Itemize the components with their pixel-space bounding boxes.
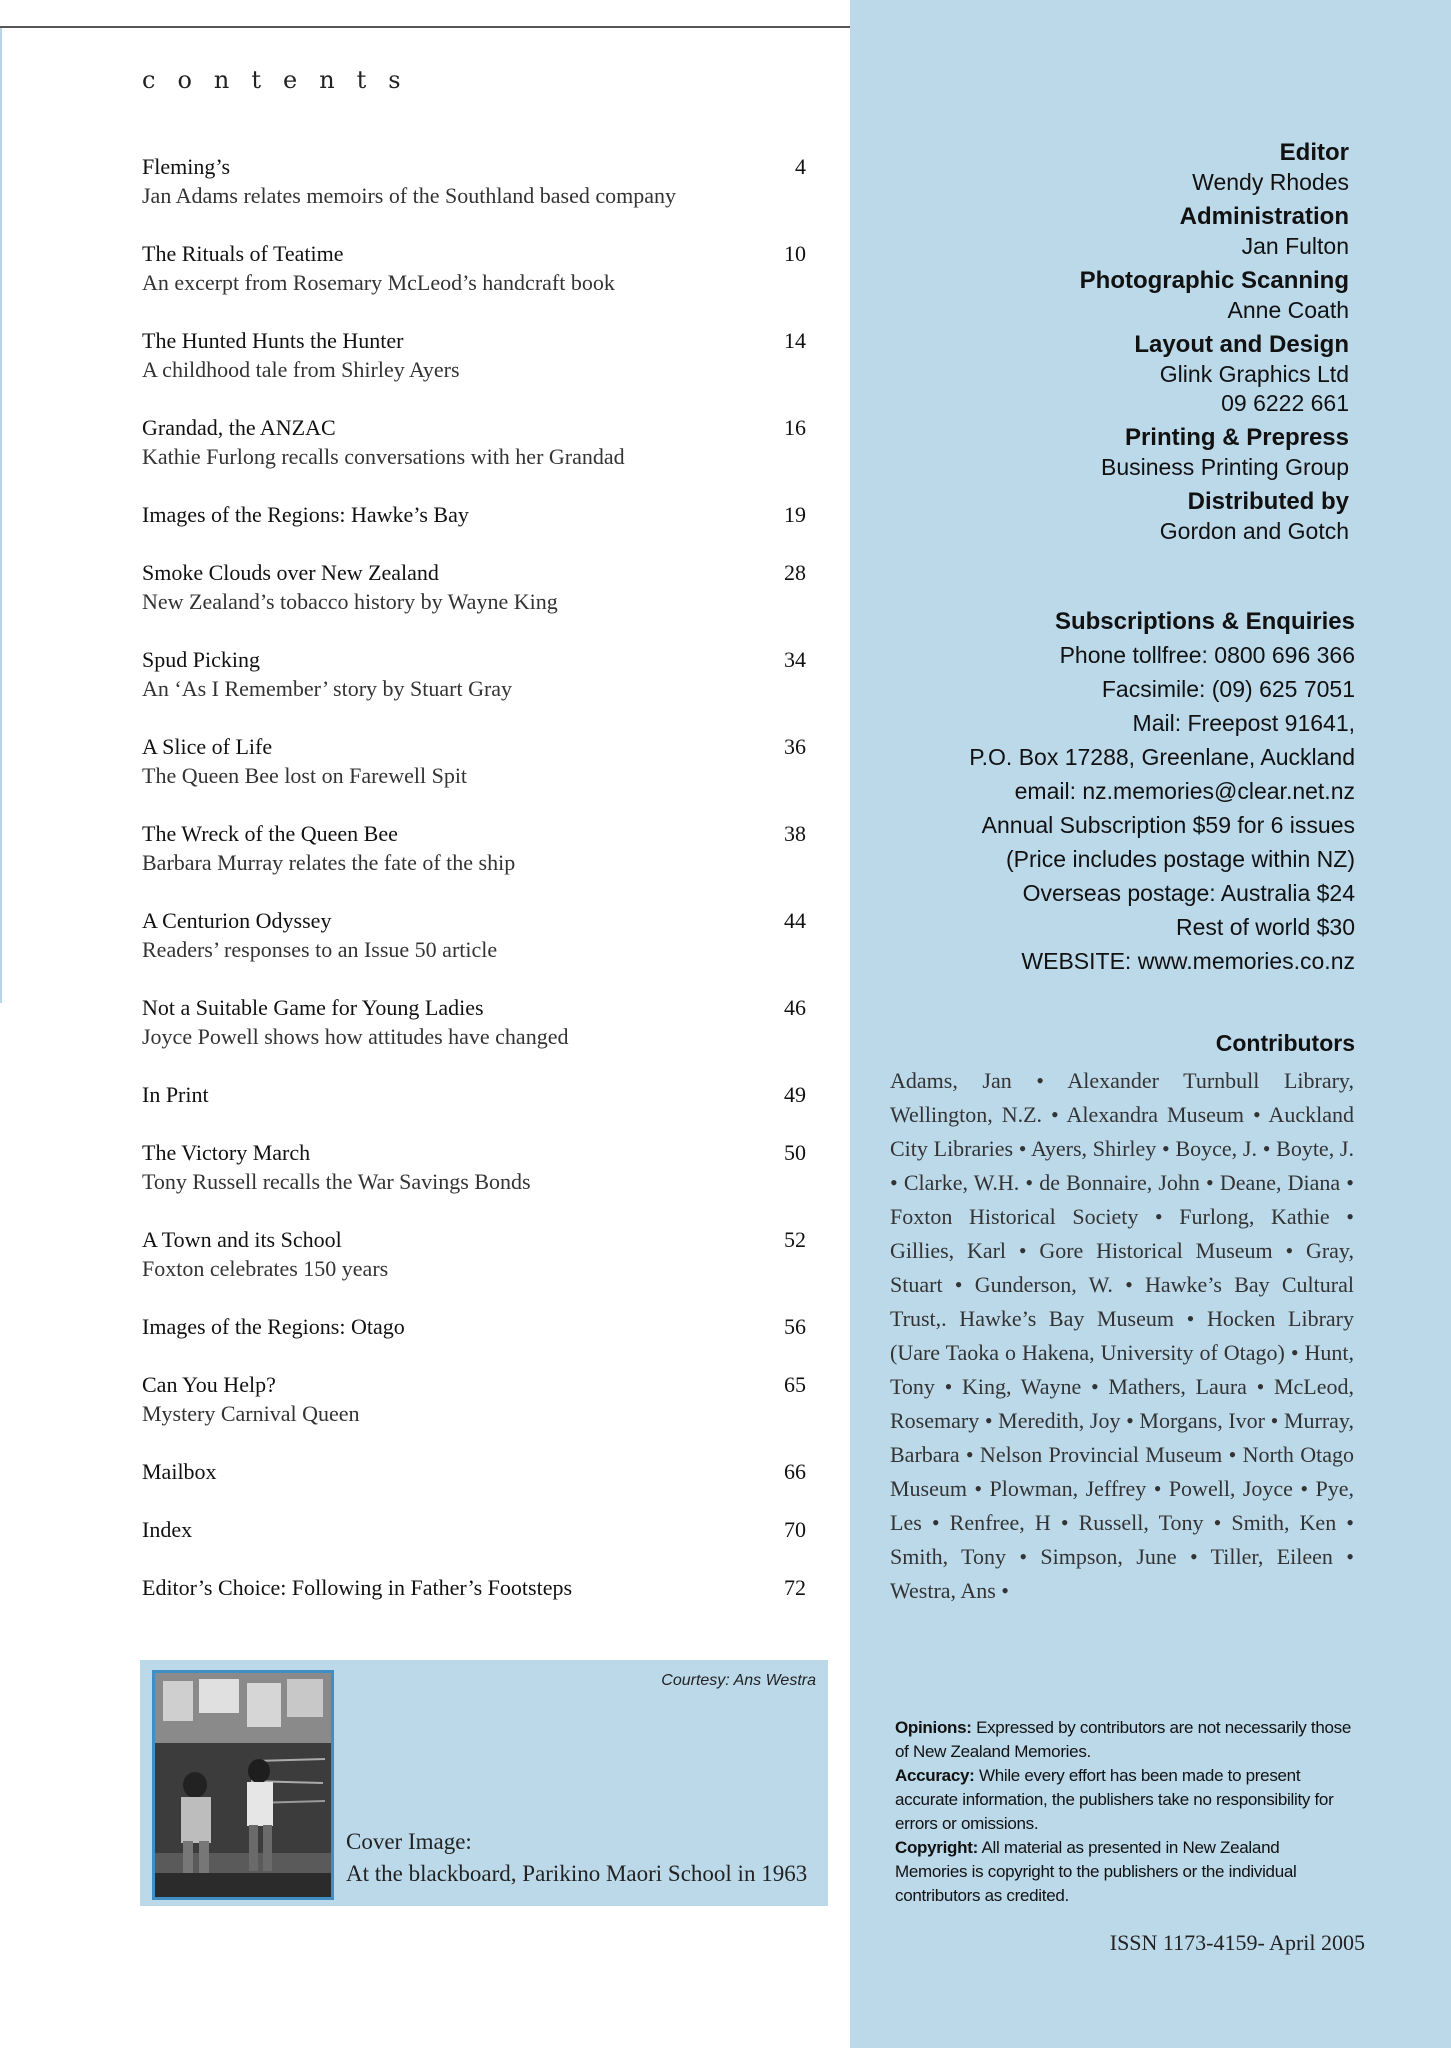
toc-entry[interactable] xyxy=(142,326,806,384)
masthead-layout xyxy=(849,330,1349,418)
toc-page: 52 xyxy=(784,1227,806,1252)
masthead-value: 09 6222 661 xyxy=(1221,390,1349,416)
toc-entry[interactable] xyxy=(142,1370,806,1428)
accuracy-label: Accuracy: xyxy=(895,1766,975,1785)
subscriptions-line: (Price includes postage within NZ) xyxy=(1006,846,1355,872)
masthead-value: Wendy Rhodes xyxy=(1192,169,1349,195)
toc-title: The Rituals of Teatime xyxy=(142,241,344,266)
cover-caption-line: Cover Image: xyxy=(346,1829,472,1854)
toc-subtitle: A childhood tale from Shirley Ayers xyxy=(142,357,460,382)
toc-entry[interactable] xyxy=(142,906,806,964)
toc-entry[interactable] xyxy=(142,1138,806,1196)
toc-page: 46 xyxy=(784,995,806,1020)
toc-entry[interactable] xyxy=(142,1312,806,1341)
contributors-list: Adams, Jan • Alexander Turnbull Library, Wellington, N.Z. • Alexandra Museum • Auckland City Libraries • Ayers, Shirley • Boyce, J. • Boyte, J. • Clarke, W.H. • de Bonnaire, John • Deane, Diana • Foxton Historical Society • Furlong, Kathie • Gillies, Karl • Gore Historical Museum • Gray, Stuart • Gunderson, W. • Hawke’s Bay Cultural Trust,. Hawke’s Bay Museum • Hocken Library (Uare Taoka o Hakena, University of Otago) • Hunt, Tony • King, Wayne • Mathers, Laura • McLeod, Rosemary • Meredith, Joy • Morgans, Ivor • Murray, Barbara • Nelson Provincial Museum • North Otago Museum • Plowman, Jeffrey • Powell, Joyce • Pye, Les • Renfree, H • Russell, Tony • Smith, Ken • Smith, Tony • Simpson, June • Tiller, Eileen • Westra, Ans • xyxy=(890,1068,1354,1603)
toc-page: 4 xyxy=(795,154,806,179)
subscriptions-email[interactable]: email: nz.memories@clear.net.nz xyxy=(1014,778,1355,804)
masthead-value: Gordon and Gotch xyxy=(1159,518,1349,544)
toc-title: A Town and its School xyxy=(142,1227,342,1252)
toc-subtitle: An ‘As I Remember’ story by Stuart Gray xyxy=(142,676,513,701)
subscriptions-block xyxy=(815,606,1355,978)
subscriptions-line: Mail: Freepost 91641, xyxy=(1132,710,1355,736)
toc-subtitle: Kathie Furlong recalls conversations with her Grandad xyxy=(142,444,625,469)
toc-subtitle: Tony Russell recalls the War Savings Bonds xyxy=(142,1169,531,1194)
opinions-text: Expressed by contributors are not necessarily those of New Zealand Memories. xyxy=(895,1718,1352,1761)
toc-title: A Slice of Life xyxy=(142,734,273,759)
toc-page: 56 xyxy=(784,1314,806,1339)
accuracy-text: While every effort has been made to present accurate information, the publishers take no responsibility for errors or omissions. xyxy=(895,1766,1334,1833)
toc-title: Editor’s Choice: Following in Father’s Footsteps xyxy=(142,1575,573,1600)
masthead-credits xyxy=(849,138,1349,551)
toc-title: Index xyxy=(142,1517,193,1542)
masthead-administration xyxy=(849,202,1349,261)
issn-line: ISSN 1173-4159- April 2005 xyxy=(1109,1930,1365,1955)
toc-page: 19 xyxy=(784,502,806,527)
masthead-value: Jan Fulton xyxy=(1241,233,1349,259)
toc-page: 36 xyxy=(784,734,806,759)
toc-title: Smoke Clouds over New Zealand xyxy=(142,560,439,585)
toc-subtitle: Mystery Carnival Queen xyxy=(142,1401,360,1426)
subscriptions-line: Annual Subscription $59 for 6 issues xyxy=(981,812,1355,838)
toc-title: The Wreck of the Queen Bee xyxy=(142,821,398,846)
toc-entry[interactable] xyxy=(142,1225,806,1283)
toc-entry[interactable] xyxy=(142,558,806,616)
toc-title: Not a Suitable Game for Young Ladies xyxy=(142,995,484,1020)
toc-subtitle: Jan Adams relates memoirs of the Southland based company xyxy=(142,183,676,208)
toc-entry[interactable] xyxy=(142,645,806,703)
opinions-label: Opinions: xyxy=(895,1718,972,1737)
masthead-scanning xyxy=(849,266,1349,325)
cover-caption-line: At the blackboard, Parikino Maori School in 1963 xyxy=(346,1861,808,1886)
masthead-value: Anne Coath xyxy=(1227,297,1349,323)
masthead-distribution xyxy=(849,487,1349,546)
subscriptions-line: Rest of world $30 xyxy=(1176,914,1355,940)
toc-page: 14 xyxy=(784,328,806,353)
toc-subtitle: Readers’ responses to an Issue 50 article xyxy=(142,937,498,962)
masthead-label: Administration xyxy=(1179,203,1349,230)
left-edge-strip xyxy=(0,28,2,1003)
toc-page: 50 xyxy=(784,1140,806,1165)
toc-subtitle: New Zealand’s tobacco history by Wayne King xyxy=(142,589,558,614)
masthead-label: Photographic Scanning xyxy=(1079,267,1349,294)
toc-entry[interactable] xyxy=(142,819,806,877)
cover-caption xyxy=(346,1826,807,1890)
toc-subtitle: The Queen Bee lost on Farewell Spit xyxy=(142,763,468,788)
toc-entry[interactable] xyxy=(142,993,806,1051)
subscriptions-line: P.O. Box 17288, Greenlane, Auckland xyxy=(969,744,1355,770)
accuracy-note xyxy=(895,1764,1355,1836)
toc-title: Can You Help? xyxy=(142,1372,276,1397)
toc-page: 38 xyxy=(784,821,806,846)
cover-photo xyxy=(152,1670,334,1900)
toc-page: 10 xyxy=(784,241,806,266)
toc-title: Images of the Regions: Otago xyxy=(142,1314,405,1339)
toc-subtitle: An excerpt from Rosemary McLeod’s handcraft book xyxy=(142,270,615,295)
cover-image-box xyxy=(140,1660,828,1906)
toc-page: 16 xyxy=(784,415,806,440)
toc-page: 72 xyxy=(784,1575,806,1600)
toc-title: The Victory March xyxy=(142,1140,311,1165)
toc-page: 70 xyxy=(784,1517,806,1542)
legal-notes xyxy=(895,1716,1355,1908)
toc-title: Spud Picking xyxy=(142,647,260,672)
masthead-label: Printing & Prepress xyxy=(1124,424,1349,451)
toc-entry[interactable] xyxy=(142,500,806,529)
toc-entry[interactable] xyxy=(142,1457,806,1486)
masthead-label: Editor xyxy=(1279,139,1349,166)
toc-entry[interactable] xyxy=(142,239,806,297)
contributors-label: Contributors xyxy=(1215,1030,1355,1056)
subscriptions-line: Facsimile: (09) 625 7051 xyxy=(1101,676,1355,702)
toc-title: In Print xyxy=(142,1082,209,1107)
subscriptions-line: Phone tollfree: 0800 696 366 xyxy=(1059,642,1355,668)
toc-subtitle: Barbara Murray relates the fate of the ship xyxy=(142,850,516,875)
toc-page: 66 xyxy=(784,1459,806,1484)
toc-title: Grandad, the ANZAC xyxy=(142,415,336,440)
toc-entry[interactable] xyxy=(142,1515,806,1544)
toc-page: 49 xyxy=(784,1082,806,1107)
toc-entry[interactable] xyxy=(142,1573,806,1602)
toc-title: A Centurion Odyssey xyxy=(142,908,332,933)
masthead-value: Business Printing Group xyxy=(1100,454,1349,480)
toc-entry[interactable] xyxy=(142,732,806,790)
masthead-label: Layout and Design xyxy=(1134,331,1349,358)
copyright-text: All material as presented in New Zealand Memories is copyright to the publishers or the individual contributors as credited. xyxy=(895,1838,1297,1905)
subscriptions-website[interactable]: WEBSITE: www.memories.co.nz xyxy=(1021,948,1355,974)
toc-page: 44 xyxy=(784,908,806,933)
top-rule xyxy=(0,26,850,28)
toc-title: The Hunted Hunts the Hunter xyxy=(142,328,404,353)
copyright-label: Copyright: xyxy=(895,1838,978,1857)
copyright-note xyxy=(895,1836,1355,1908)
toc-subtitle: Joyce Powell shows how attitudes have changed xyxy=(142,1024,569,1049)
subscriptions-label: Subscriptions & Enquiries xyxy=(1054,608,1355,635)
toc-title: Fleming’s xyxy=(142,154,231,179)
contents-heading: contents xyxy=(142,66,423,94)
masthead-value: Glink Graphics Ltd xyxy=(1159,361,1349,387)
subscriptions-line: Overseas postage: Australia $24 xyxy=(1022,880,1355,906)
toc-page: 65 xyxy=(784,1372,806,1397)
toc-title: Mailbox xyxy=(142,1459,217,1484)
toc-entry[interactable] xyxy=(142,1080,806,1109)
masthead-label: Distributed by xyxy=(1187,488,1349,515)
toc-entry[interactable] xyxy=(142,152,806,210)
toc-page: 34 xyxy=(784,647,806,672)
masthead-editor xyxy=(849,138,1349,197)
cover-credit: Courtesy: Ans Westra xyxy=(661,1672,816,1689)
toc-subtitle: Foxton celebrates 150 years xyxy=(142,1256,389,1281)
toc-entry[interactable] xyxy=(142,413,806,471)
opinions-note xyxy=(895,1716,1355,1764)
toc-page: 28 xyxy=(784,560,806,585)
toc-title: Images of the Regions: Hawke’s Bay xyxy=(142,502,469,527)
masthead-printing xyxy=(849,423,1349,482)
